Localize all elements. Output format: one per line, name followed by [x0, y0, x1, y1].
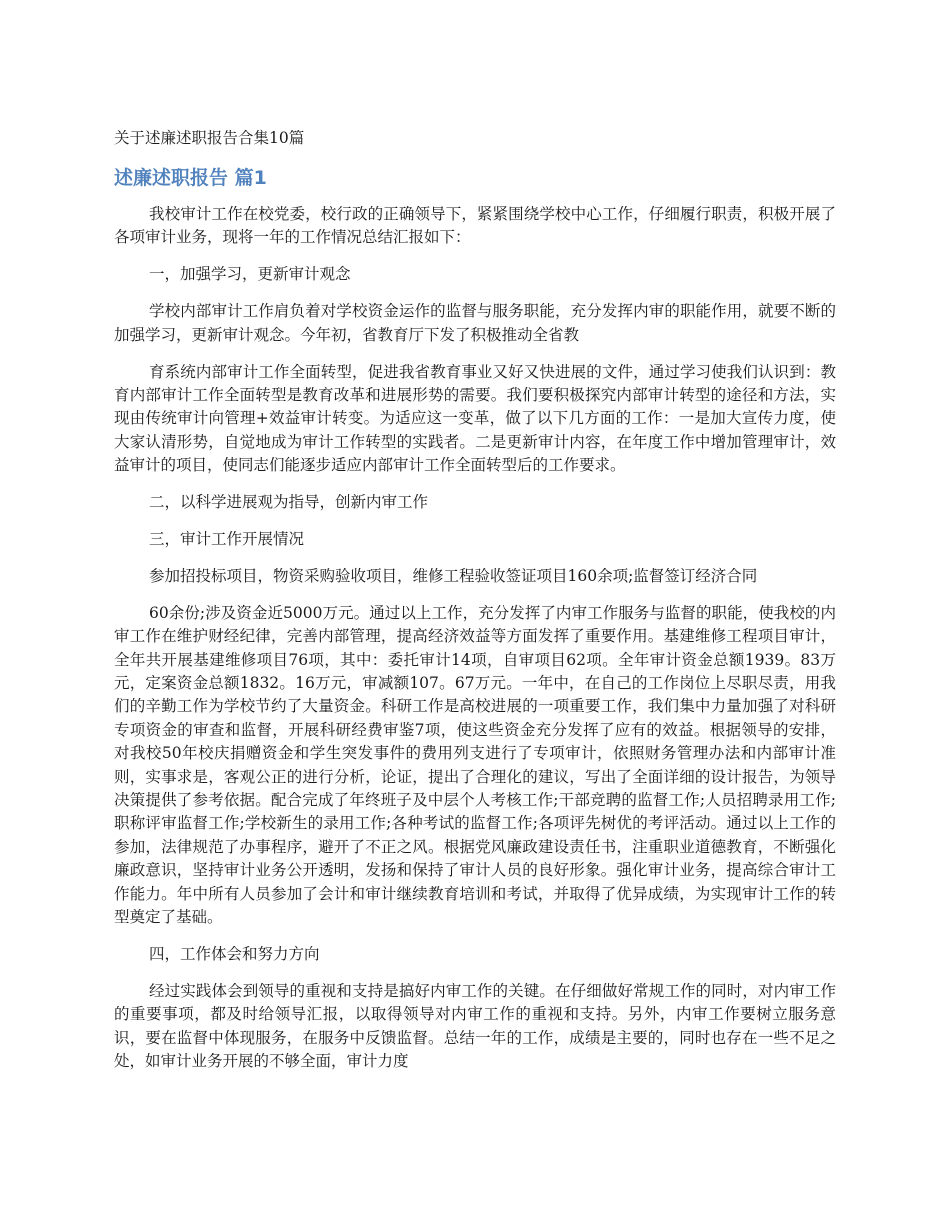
paragraph-heading-2: 二，以科学进展观为指导，创新内审工作	[149, 493, 429, 512]
paragraph-audit-results: 60余份;涉及资金近5000万元。通过以上工作，充分发挥了内审工作服务与监督的职能，使我校的内审工作在维护财经纪律，完善内部管理，提高经济效益等方面发挥了重要作用。基建维修工程项目审计，全年共开展基建维修项目76项，其中：委托审计14项，自审项目62项。全年审计资金总额1939。83万元，定案资金总额1832。16万元，审减额107。67万元。一年中，在自己的工作岗位上尽职尽责，用我们的辛勤工作为学校节约了大量资金。科研工作是高校进展的一项重要工作，我们集中力量加强了对科研专项资金的审查和监督，开展科研经费审鉴7项，使这些资金充分发挥了应有的效益。根据领导的安排，对我校50年校庆捐赠资金和学生突发事件的费用列支进行了专项审计，依照财务管理办法和内部审计准则，实事求是，客观公正的进行分析，论证，提出了合理化的建议，写出了全面详细的设计报告，为领导决策提供了参考依据。配合完成了年终班子及中层个人考核工作;干部竞聘的监督工作;人员招聘录用工作;职称评审监督工作;学校新生的录用工作;各种考试的监督工作;各项评先树优的考评活动。通过以上工作的参加，法律规范了办事程序，避开了不正之风。根据党风廉政建设责任书，注重职业道德教育，不断强化廉政意识，坚持审计业务公开透明，发扬和保持了审计人员的良好形象。强化审计业务，提高综合审计工作能力。年中所有人员参加了会计和审计继续教育培训和考试，并取得了优异成绩，为实现审计工作的转型奠定了基础。	[114, 603, 836, 927]
section-heading: 述廉述职报告 篇1	[114, 167, 267, 189]
paragraph-heading-4: 四，工作体会和努力方向	[149, 944, 320, 963]
paragraph-heading-3: 三，审计工作开展情况	[149, 529, 305, 548]
document-title: 关于述廉述职报告合集10篇	[114, 129, 305, 147]
document-body	[114, 203, 836, 1087]
paragraph-bidding: 参加招投标项目，物资采购验收项目，维修工程验收签证项目160余项;监督签订经济合同	[149, 566, 758, 585]
paragraph-transformation: 育系统内部审计工作全面转型，促进我省教育事业又好又快进展的文件，通过学习使我们认识到：教育内部审计工作全面转型是教育改革和进展形势的需要。我们要积极探究内部审计转型的途径和方法，实现由传统审计向管理+效益审计转变。为适应这一变革，做了以下几方面的工作：一是加大宣传力度，使大家认清形势，自觉地成为审计工作转型的实践者。二是更新审计内容，在年度工作中增加管理审计，效益审计的项目，使同志们能逐步适应内部审计工作全面转型后的工作要求。	[114, 362, 836, 475]
paragraph-study: 学校内部审计工作肩负着对学校资金运作的监督与服务职能，充分发挥内审的职能作用，就要不断的加强学习，更新审计观念。今年初，省教育厅下发了积极推动全省教	[114, 302, 836, 344]
paragraph-experience: 经过实践体会到领导的重视和支持是搞好内审工作的关键。在仔细做好常规工作的同时，对内审工作的重要事项，都及时给领导汇报，以取得领导对内审工作的重视和支持。另外，内审工作要树立服务意识，要在监督中体现服务，在服务中反馈监督。总结一年的工作，成绩是主要的，同时也存在一些不足之处，如审计业务开展的不够全面，审计力度	[114, 981, 836, 1071]
paragraph-heading-1: 一，加强学习，更新审计观念	[149, 265, 351, 284]
paragraph-intro: 我校审计工作在校党委，校行政的正确领导下，紧紧围绕学校中心工作，仔细履行职责，积极开展了各项审计业务，现将一年的工作情况总结汇报如下：	[114, 205, 836, 247]
